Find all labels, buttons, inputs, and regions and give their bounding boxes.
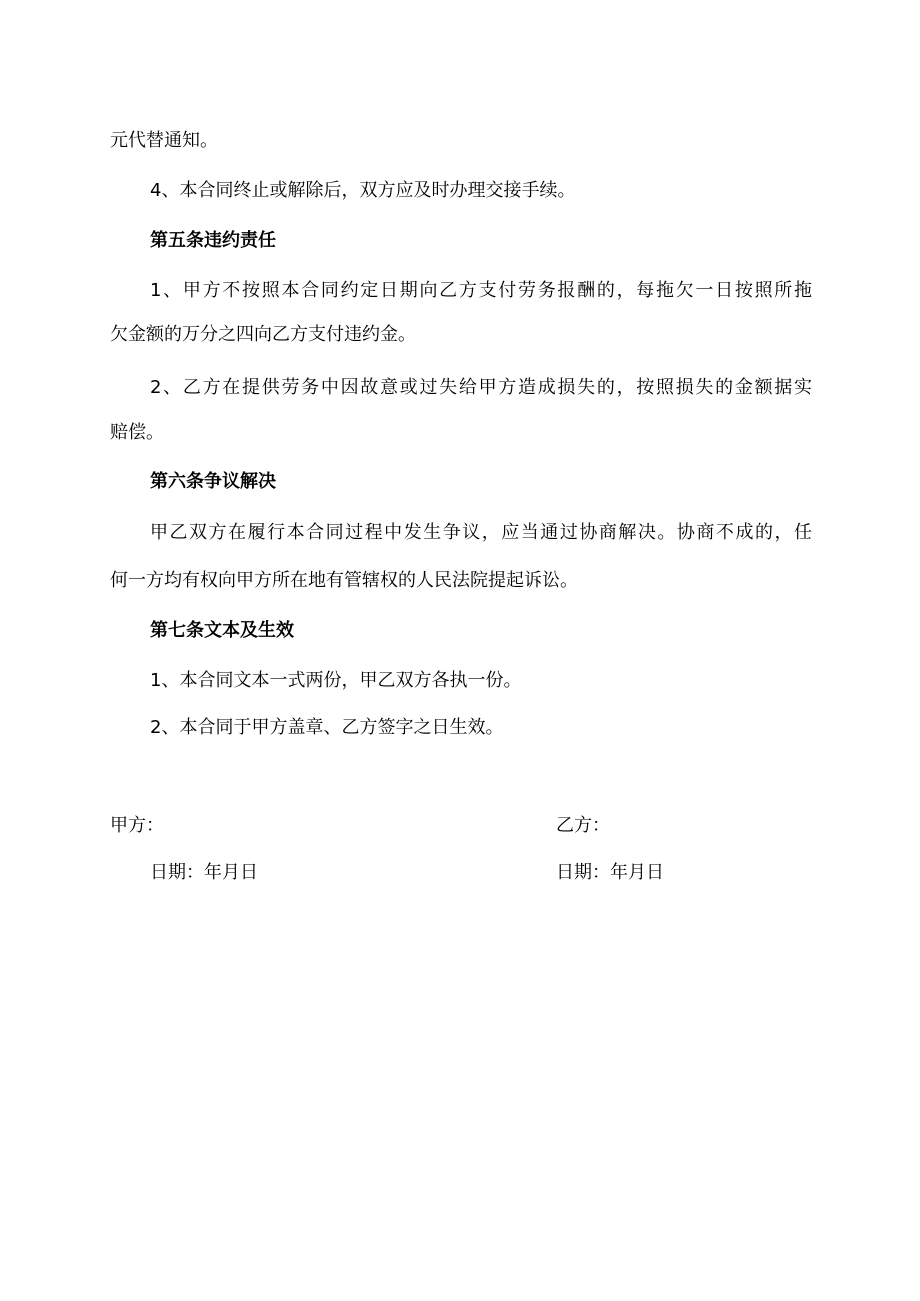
paragraph-line: 元代替通知。 [110, 130, 218, 151]
paragraph-line: 何一方均有权向甲方所在地有管辖权的人民法院提起诉讼。 [110, 570, 578, 591]
paragraph-line: 2、乙方在提供劳务中因故意或过失给甲方造成损失的，按照损失的金额据实 [150, 377, 812, 398]
section-heading-6: 第六条争议解决 [150, 471, 276, 492]
paragraph-line: 1、甲方不按照本合同约定日期向乙方支付劳务报酬的，每拖欠一日按照所拖 [150, 280, 812, 301]
party-a-date: 日期：年月日 [150, 862, 258, 883]
section-heading-7: 第七条文本及生效 [150, 620, 294, 641]
paragraph-line: 甲乙双方在履行本合同过程中发生争议，应当通过协商解决。协商不成的，任 [150, 522, 812, 543]
party-a-label: 甲方： [110, 815, 164, 836]
party-b-date: 日期：年月日 [556, 862, 664, 883]
paragraph-line: 1、本合同文本一式两份，甲乙双方各执一份。 [150, 670, 522, 691]
paragraph-line: 4、本合同终止或解除后，双方应及时办理交接手续。 [150, 180, 576, 201]
paragraph-line: 2、本合同于甲方盖章、乙方签字之日生效。 [150, 717, 504, 738]
party-b-label: 乙方： [556, 815, 610, 836]
paragraph-line: 赔偿。 [110, 422, 164, 443]
paragraph-line: 欠金额的万分之四向乙方支付违约金。 [110, 324, 416, 345]
section-heading-5: 第五条违约责任 [150, 230, 276, 251]
